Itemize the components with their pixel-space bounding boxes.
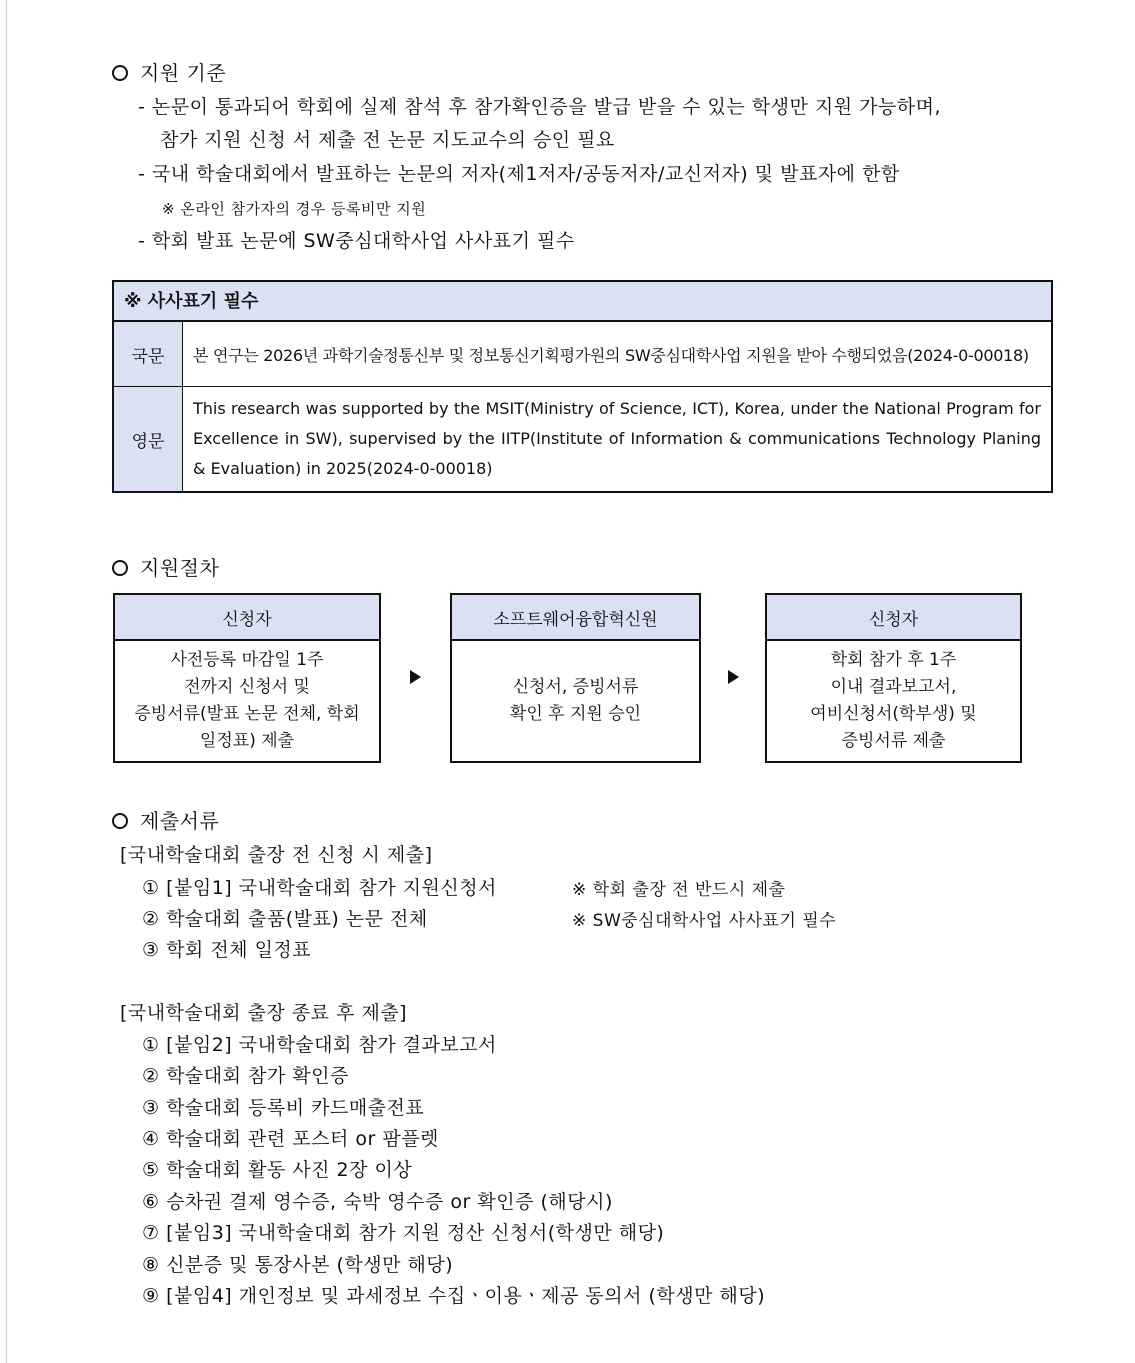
procedure-step-3-body (767, 641, 1020, 761)
procedure-step-1-line: 일정표) 제출 (199, 731, 295, 751)
circle-bullet-icon (112, 560, 128, 576)
section-criteria-title: 지원 기준 (140, 61, 227, 85)
procedure-step-1-line: 전까지 신청서 및 (184, 677, 310, 697)
procedure-step-1 (113, 593, 381, 763)
section-documents-title: 제출서류 (140, 809, 220, 833)
arrow-right-icon (410, 670, 421, 684)
procedure-step-2-body (452, 641, 699, 761)
circle-bullet-icon (112, 65, 128, 81)
documents-before-note: ※ 학회 출장 전 반드시 제출 (572, 880, 786, 900)
procedure-step-3-header: 신청자 (767, 595, 1020, 641)
documents-before-title: [국내학술대회 출장 전 신청 시 제출] (120, 844, 433, 866)
section-documents-heading (112, 808, 219, 834)
procedure-step-3-line: 증빙서류 제출 (841, 731, 946, 751)
procedure-step-1-line: 증빙서류(발표 논문 전체, 학회 (134, 704, 360, 724)
documents-after-item: ③ 학술대회 등록비 카드매출전표 (142, 1097, 425, 1119)
acknowledgement-row-english (114, 387, 1051, 491)
documents-after-item: ① [붙임2] 국내학술대회 참가 결과보고서 (142, 1034, 497, 1056)
documents-after-item: ⑧ 신분증 및 통장사본 (학생만 해당) (142, 1254, 454, 1276)
procedure-step-3-line: 여비신청서(학부생) 및 (810, 704, 977, 724)
criteria-note-online: ※ 온라인 참가자의 경우 등록비만 지원 (162, 200, 427, 218)
documents-before-item: ① [붙임1] 국내학술대회 참가 지원신청서 (142, 877, 497, 899)
page-left-border (6, 0, 7, 1363)
documents-before-item: ③ 학회 전체 일정표 (142, 939, 312, 961)
documents-after-item: ② 학술대회 참가 확인증 (142, 1065, 349, 1087)
documents-before-note: ※ SW중심대학사업 사사표기 필수 (572, 911, 837, 931)
acknowledgement-label-english: 영문 (114, 387, 183, 491)
acknowledgement-row-korean (114, 322, 1051, 387)
procedure-step-2 (450, 593, 701, 763)
procedure-step-3 (765, 593, 1022, 763)
acknowledgement-label-korean: 국문 (114, 322, 183, 386)
arrow-right-icon (728, 670, 739, 684)
procedure-step-1-header: 신청자 (115, 595, 379, 641)
documents-before-item: ② 학술대회 출품(발표) 논문 전체 (142, 908, 428, 930)
acknowledgement-text-english: This research was supported by the MSIT(Ministry of Science, ICT), Korea, under the National Program for Excellence in SW), supervised by the IITP(Institute of Information & communications Technology Planing & Evaluation) in 2025(2024-0-00018) (193, 399, 1041, 478)
section-criteria-heading (112, 60, 226, 86)
documents-after-item: ⑨ [붙임4] 개인정보 및 과세정보 수집ㆍ이용ㆍ제공 동의서 (학생만 해당) (142, 1285, 766, 1307)
documents-after-title: [국내학술대회 출장 종료 후 제출] (120, 1002, 408, 1024)
acknowledgement-table-header: ※ 사사표기 필수 (114, 282, 1051, 322)
documents-after-item: ⑤ 학술대회 활동 사진 2장 이상 (142, 1159, 413, 1181)
procedure-step-1-body (115, 641, 379, 761)
acknowledgement-table (112, 280, 1053, 493)
procedure-step-3-line: 이내 결과보고서, (830, 677, 957, 697)
criteria-item-1-cont: 참가 지원 신청 서 제출 전 논문 지도교수의 승인 필요 (160, 129, 615, 151)
documents-after-item: ⑦ [붙임3] 국내학술대회 참가 지원 정산 신청서(학생만 해당) (142, 1222, 665, 1244)
circle-bullet-icon (112, 813, 128, 829)
criteria-item-2: - 국내 학술대회에서 발표하는 논문의 저자(제1저자/공동저자/교신저자) 및 발표자에 한함 (138, 163, 900, 185)
procedure-step-3-line: 학회 참가 후 1주 (830, 650, 957, 670)
documents-after-item: ④ 학술대회 관련 포스터 or 팜플렛 (142, 1128, 439, 1150)
procedure-step-2-line: 확인 후 지원 승인 (509, 704, 642, 724)
criteria-item-1: - 논문이 통과되어 학회에 실제 참석 후 참가확인증을 발급 받을 수 있는 학생만 지원 가능하며, (138, 96, 942, 118)
procedure-step-2-line: 신청서, 증빙서류 (512, 677, 639, 697)
section-procedure-heading (112, 555, 219, 581)
procedure-step-1-line: 사전등록 마감일 1주 (170, 650, 324, 670)
documents-after-item: ⑥ 승차권 결제 영수증, 숙박 영수증 or 확인증 (해당시) (142, 1191, 613, 1213)
section-procedure-title: 지원절차 (140, 556, 220, 580)
acknowledgement-text-korean: 본 연구는 2026년 과학기술정통신부 및 정보통신기획평가원의 SW중심대학사업 지원을 받아 수행되었음(2024-0-00018) (193, 345, 1029, 365)
criteria-item-3: - 학회 발표 논문에 SW중심대학사업 사사표기 필수 (138, 230, 575, 252)
procedure-step-2-header: 소프트웨어융합혁신원 (452, 595, 699, 641)
